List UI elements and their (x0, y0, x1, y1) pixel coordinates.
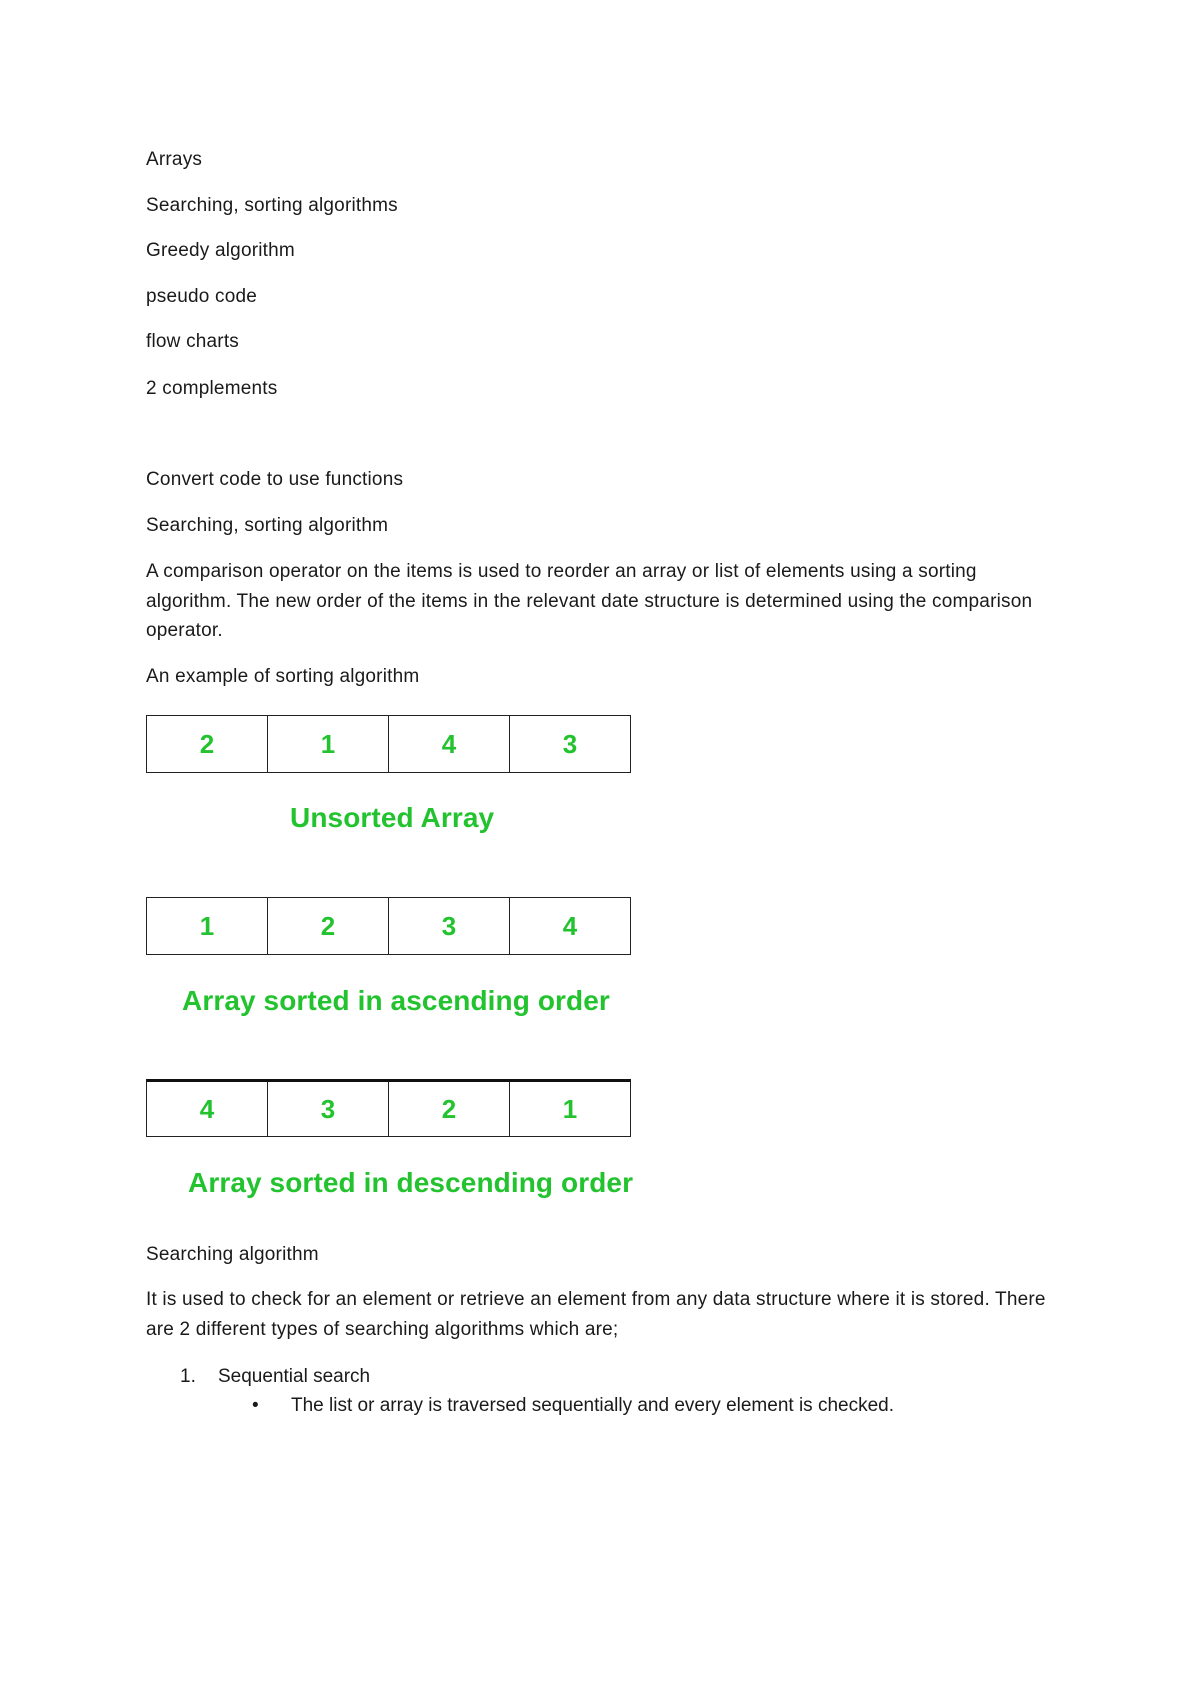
array-cell: 1 (268, 716, 389, 772)
sorting-paragraph: A comparison operator on the items is used to reorder an array or list of elements using a sorting algorithm. The new order of the items in the relevant date structure is determined using the comparison operator. (146, 561, 1033, 641)
array-cell: 2 (389, 1082, 510, 1136)
array-cell: 2 (147, 716, 268, 772)
bullet-icon: • (252, 1395, 259, 1416)
array-cell: 1 (147, 898, 268, 954)
array-cell: 4 (562, 910, 578, 941)
array-cell: 4 (147, 1082, 268, 1136)
list-number: 1. (180, 1366, 196, 1387)
topic-searching-sorting: Searching, sorting algorithms (146, 195, 398, 216)
searching-heading: Searching algorithm (146, 1244, 319, 1265)
topic-greedy: Greedy algorithm (146, 240, 295, 261)
caption-ascending: Array sorted in ascending order (182, 985, 610, 1016)
searching-paragraph: It is used to check for an element or retrieve an element from any data structure where it is stored. There are 2 different types of searching algorithms which are; (146, 1289, 1046, 1340)
topic-pseudo-code: pseudo code (146, 286, 258, 307)
array-ascending (146, 897, 631, 955)
array-cell: 1 (562, 1093, 578, 1124)
topic-arrays: Arrays (146, 149, 203, 170)
topic-flow-charts: flow charts (146, 331, 240, 352)
array-unsorted (146, 715, 631, 773)
array-descending (146, 1079, 631, 1137)
caption-descending: Array sorted in descending order (188, 1167, 634, 1198)
array-cell: 3 (562, 728, 578, 759)
list-item-sequential-search: Sequential search (218, 1366, 371, 1387)
array-cell: 4 (389, 716, 510, 772)
array-cell: 2 (268, 898, 389, 954)
topic-2-complements: 2 complements (146, 378, 278, 399)
convert-code-heading: Convert code to use functions (146, 469, 404, 490)
caption-unsorted: Unsorted Array (290, 802, 495, 833)
sorting-heading: Searching, sorting algorithm (146, 515, 389, 536)
example-heading: An example of sorting algorithm (146, 666, 420, 687)
array-cell: 3 (389, 898, 510, 954)
bullet-text-sequential: The list or array is traversed sequentially and every element is checked. (291, 1395, 894, 1416)
array-cell: 3 (268, 1082, 389, 1136)
